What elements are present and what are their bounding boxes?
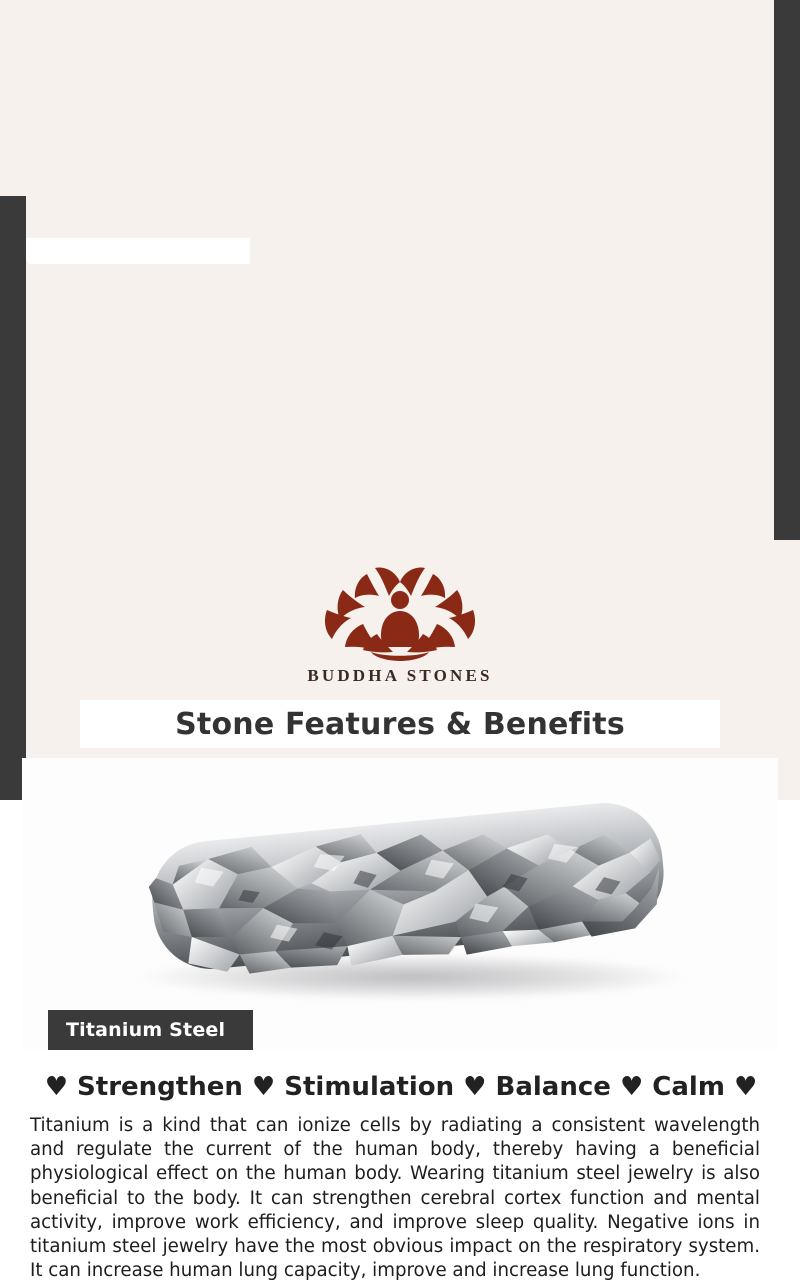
image-stage	[22, 758, 778, 1050]
product-caption: Titanium Steel	[48, 1010, 253, 1050]
description-text: Titanium is a kind that can ionize cells by radiating a consistent wavelength and regulate the current of the human body, thereby having a beneficial physiological effect on the human body. Wearing titanium steel jewelry is also beneficial to the body. It can strengthen cerebral cortex function and mental activity, improve work efficiency, and improve sleep quality. Negative ions in titanium steel jewelry have the most obvious impact on the respiratory system. It can increase human lung capacity, improve and increase lung function.	[30, 1115, 760, 1282]
brand-name: BUDDHA STONES	[307, 666, 493, 685]
page-title: Stone Features & Benefits	[175, 706, 625, 742]
lotus-meditation-icon	[305, 564, 495, 664]
benefits-line: ♥ Strengthen ♥ Stimulation ♥ Balance ♥ Calm ♥	[44, 1072, 758, 1102]
title-band	[80, 700, 720, 748]
right-edge-bar	[774, 0, 800, 540]
brand-header	[0, 542, 800, 686]
content-block	[0, 1050, 800, 1283]
product-image-area	[22, 758, 778, 1050]
top-edge-fill	[0, 0, 580, 12]
left-edge-bar	[0, 196, 26, 800]
corner-top-right-wedge	[0, 238, 250, 264]
